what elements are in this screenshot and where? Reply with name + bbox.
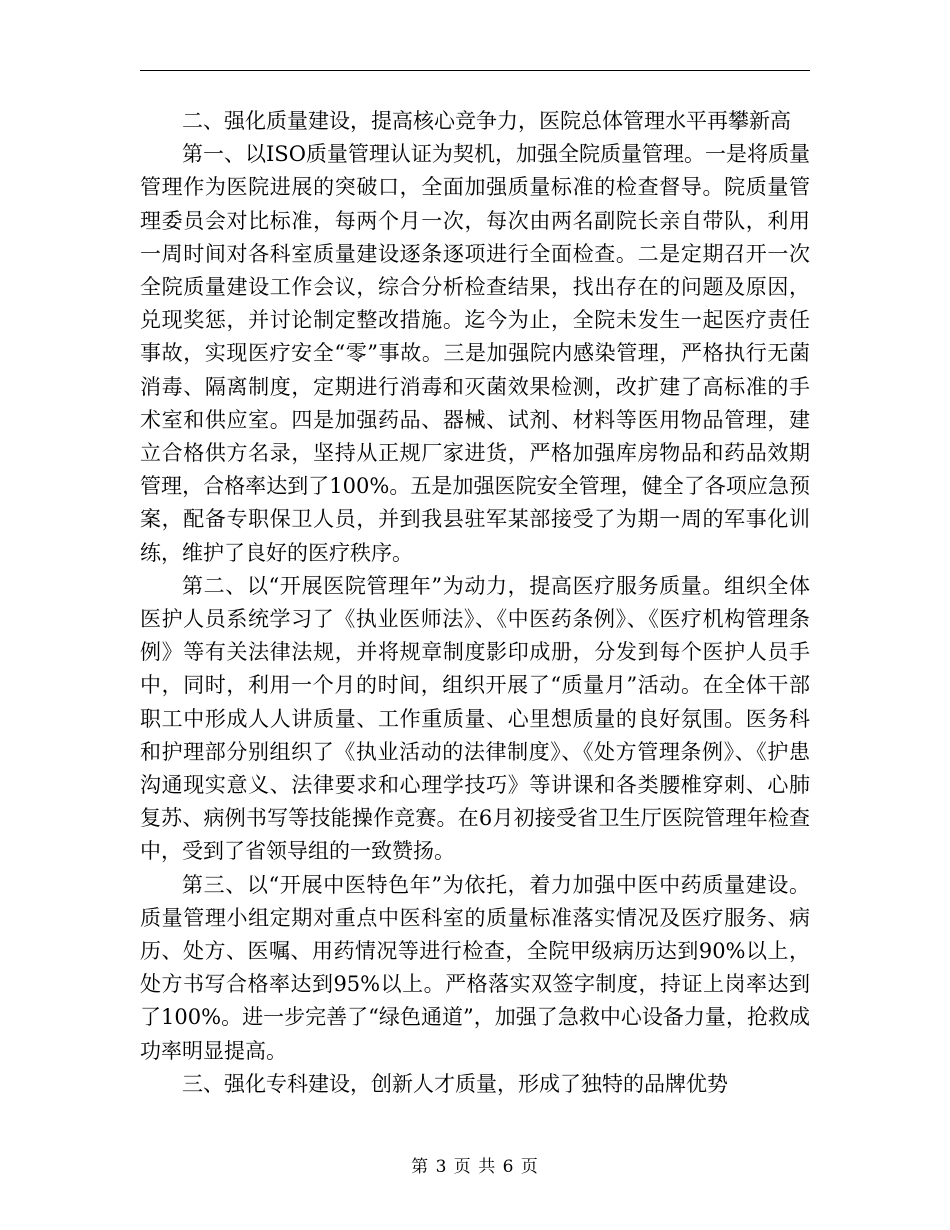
header-rule: [140, 70, 810, 71]
document-body: [140, 105, 810, 1101]
section-heading-3: 三、强化专科建设，创新人才质量，形成了独特的品牌优势: [182, 1071, 728, 1096]
paragraph-third: 第三、以“开展中医特色年”为依托，着力加强中医中药质量建设。质量管理小组定期对重点中医科室的质量标准落实情况及医疗服务、病历、处方、医嘱、用药情况等进行检查，全院甲级病历达到90%以上，处方书写合格率达到95%以上。严格落实双签字制度，持证上岗率达到了100%。进一步完善了“绿色通道”，加强了急救中心设备力量，抢救成功率明显提高。: [140, 872, 810, 1063]
paragraph-second: 第二、以“开展医院管理年”为动力，提高医疗服务质量。组织全体医护人员系统学习了《执业医师法》、《中医药条例》、《医疗机构管理条例》等有关法律法规，并将规章制度影印成册，分发到每个医护人员手中，同时，利用一个月的时间，组织开展了“质量月”活动。在全体干部职工中形成人人讲质量、工作重质量、心里想质量的良好氛围。医务科和护理部分别组织了《执业活动的法律制度》、《处方管理条例》、《护患沟通现实意义、法律要求和心理学技巧》等讲课和各类腰椎穿刺、心肺复苏、病例书写等技能操作竞赛。在6月初接受省卫生厅医院管理年检查中，受到了省领导组的一致赞扬。: [140, 573, 810, 864]
section-heading-2: 二、强化质量建设，提高核心竞争力，医院总体管理水平再攀新高: [182, 109, 791, 133]
page-number-footer: 第 3 页 共 6 页: [411, 1157, 539, 1177]
paragraph-first: 第一、以ISO质量管理认证为契机，加强全院质量管理。一是将质量管理作为医院进展的突破口，全面加强质量标准的检查督导。院质量管理委员会对比标准，每两个月一次，每次由两名副院长亲自带队，利用一周时间对各科室质量建设逐条逐项进行全面检查。二是定期召开一次全院质量建设工作会议，综合分析检查结果，找出存在的问题及原因，兑现奖惩，并讨论制定整改措施。迄今为止，全院未发生一起医疗责任事故，实现医疗安全“零”事故。三是加强院内感染管理，严格执行无菌消毒、隔离制度，定期进行消毒和灭菌效果检测，改扩建了高标准的手术室和供应室。四是加强药品、器械、试剂、材料等医用物品管理，建立合格供方名录，坚持从正规厂家进货，严格加强库房物品和药品效期管理，合格率达到了100%。五是加强医院安全管理，健全了各项应急预案，配备专职保卫人员，并到我县驻军某部接受了为期一周的军事化训练，维护了良好的医疗秩序。: [140, 142, 810, 565]
